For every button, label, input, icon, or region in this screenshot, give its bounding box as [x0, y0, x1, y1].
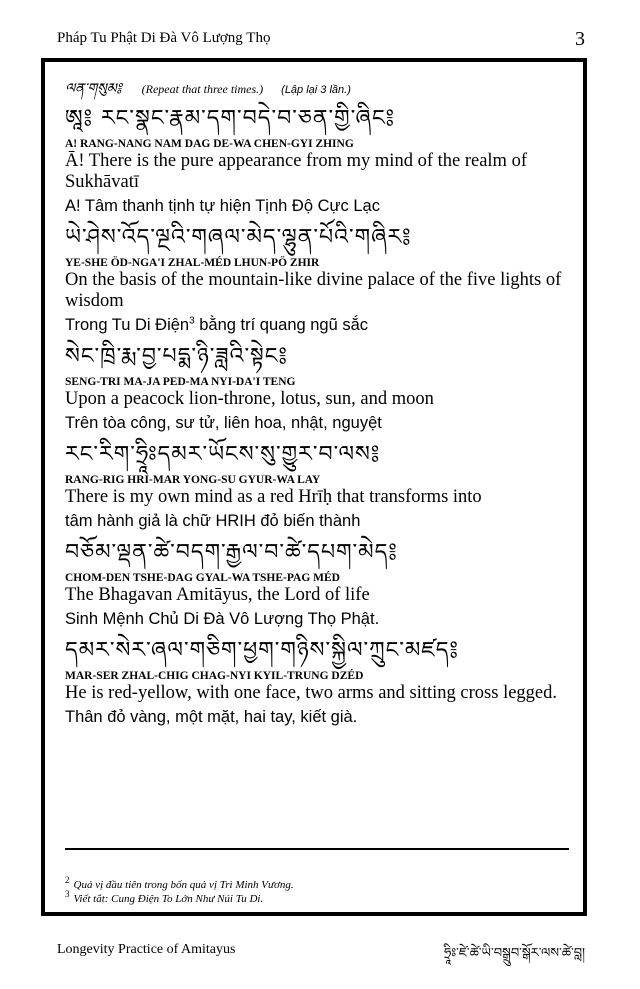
page-number: 3	[575, 28, 585, 50]
verse-tibetan: དམར་སེར་ཞལ་གཅིག་ཕྱག་གཉིས་སྐྱིལ་ཀྲུང་མཛད༔	[65, 638, 459, 663]
verse-tibetan: སེང་ཁྲི་རྨ་བྱ་པདྨ་ཉི་ཟླའི་སྟེང༔	[65, 344, 288, 369]
verse-english: There is my own mind as a red Hrīḥ that transforms into	[65, 487, 482, 507]
repeat-instruction	[65, 72, 569, 98]
viet-text-post: bằng trí quang ngũ sắc	[194, 316, 369, 334]
verse-english: The Bhagavan Amitāyus, the Lord of life	[65, 585, 370, 605]
verse-transliteration: MAR-SER ZHAL-CHIG CHAG-NYI KYIL-TRUNG DZÉD	[65, 670, 364, 682]
footnotes	[65, 875, 294, 906]
footnote-number: 2	[65, 875, 70, 886]
footnote-text: Viết tắt: Cung Điện To Lớn Như Núi Tu Di.	[73, 893, 264, 905]
repeat-tibetan: ལན་གསུམ༔	[65, 81, 122, 97]
running-title: Pháp Tu Phật Di Đà Vô Lượng Thọ	[57, 30, 271, 46]
verse-6	[65, 634, 569, 728]
repeat-english: (Repeat that three times.)	[141, 82, 264, 96]
verse-english: Upon a peacock lion-throne, lotus, sun, and moon	[65, 389, 434, 409]
verse-vietnamese: Trên tòa công, sư tử, liên hoa, nhật, nguyệt	[65, 414, 382, 432]
verse-2	[65, 221, 569, 336]
verse-transliteration: RANG-RIG HRI-MAR YONG-SU GYUR-WA LAY	[65, 474, 321, 486]
verse-tibetan: ཨཱ༔ རང་སྣང་རྣམ་དག་བདེ་བ་ཅན་གྱི་ཞིང༔	[65, 106, 396, 131]
verse-tibetan: རང་རིག་ཧྲཱིཿདམར་ཡོངས་སུ་གྱུར་བ་ལས༔	[65, 442, 381, 467]
viet-text-pre: Trong Tu Di Điện	[65, 316, 190, 334]
footnote-text: Quả vị đầu tiên trong bốn quả vị Trì Minh Vương.	[73, 879, 294, 891]
verse-3	[65, 340, 569, 434]
verse-transliteration: SENG-TRI MA-JA PED-MA NYI-DA'I TENG	[65, 376, 296, 388]
verse-english: On the basis of the mountain-like divine palace of the five lights of wisdom	[65, 270, 562, 311]
verse-5	[65, 536, 569, 630]
repeat-vietnamese: (Lập lại 3 lần.)	[281, 84, 351, 96]
footnote-divider	[65, 848, 569, 850]
verse-vietnamese	[65, 314, 569, 336]
verse-transliteration: A! RANG-NANG NAM DAG DE-WA CHEN-GYI ZHING	[65, 138, 354, 150]
footer-title: Longevity Practice of Amitayus	[57, 942, 236, 957]
page-footer	[57, 942, 585, 966]
verse-1	[65, 102, 569, 217]
verse-vietnamese: Sinh Mệnh Chủ Di Đà Vô Lượng Thọ Phật.	[65, 610, 380, 628]
footnote-number: 3	[65, 889, 70, 900]
verse-tibetan: ཡེ་ཤེས་འོད་ལྔའི་གཞལ་མེད་ལྷུན་པོའི་གཞིར༔	[65, 225, 412, 250]
page-header	[57, 30, 585, 54]
verse-transliteration: YE-SHE ÖD-NGA'I ZHAL-MÉD LHUN-PÖ ZHIR	[65, 257, 320, 269]
verse-4	[65, 438, 569, 532]
prayer-content	[65, 72, 569, 728]
verse-english: Ā! There is the pure appearance from my mind of the realm of Sukhāvatī	[65, 151, 527, 192]
verse-vietnamese: tâm hành giả là chữ HRIH đỏ biến thành	[65, 512, 361, 530]
verse-english: He is red-yellow, with one face, two arms and sitting cross legged.	[65, 683, 558, 703]
footnote-3	[65, 889, 294, 906]
verse-tibetan: བཅོམ་ལྡན་ཚེ་བདག་རྒྱལ་བ་ཚེ་དཔག་མེད༔	[65, 540, 398, 565]
verse-vietnamese: A! Tâm thanh tịnh tự hiện Tịnh Độ Cực Lạc	[65, 197, 380, 215]
verse-vietnamese: Thân đỏ vàng, một mặt, hai tay, kiết già.	[65, 708, 358, 726]
verse-transliteration: CHOM-DEN TSHE-DAG GYAL-WA TSHE-PAG MÉD	[65, 572, 340, 584]
footer-tibetan: ཧྲཱིཿ་ཛེ་ཚེ་ཡི་བསྒྲུབ་སྒོར་ལས་ཚེ་བླ།	[443, 946, 585, 961]
footnote-2	[65, 875, 294, 892]
footnote-ref-3[interactable]: 3	[189, 315, 195, 327]
text-frame	[41, 58, 587, 916]
